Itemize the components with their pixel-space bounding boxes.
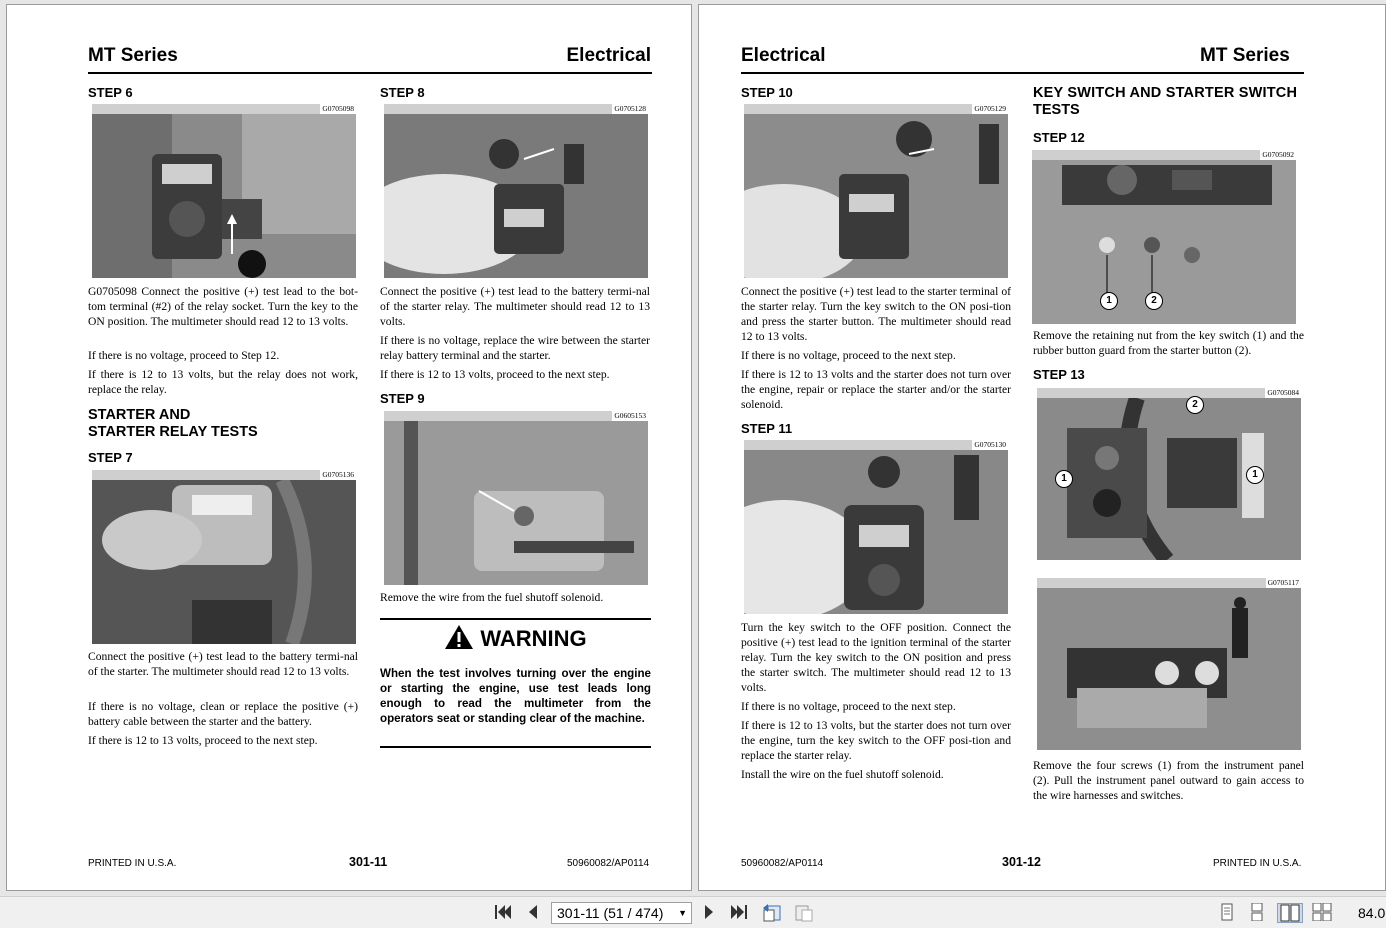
step-10-text-1: Connect the positive (+) test lead to the starter terminal of the starter relay. Turn the key switch to the ON posi-tion and press the starter button. The multimeter should read 12 to 13 volts. bbox=[741, 285, 1011, 343]
step-11-text-3: If there is 12 to 13 volts, but the starter does not turn over the engine, turn the key switch to the OFF posi-tion and replace the starter relay. bbox=[741, 719, 1011, 762]
step-8-photo bbox=[384, 104, 648, 278]
warning-body: When the test involves turning over the engine or starting the engine, use test leads long enough to read the multimeter from the operators seat or standing clear of the machine. bbox=[380, 667, 651, 725]
step-12-text-1: Remove the retaining nut from the key switch (1) and the rubber button guard from the starter button (2). bbox=[1033, 329, 1304, 357]
step-7-text-1: Connect the positive (+) test lead to the battery termi-nal of the starter. The multimeter should read 12 to 13 volts. bbox=[88, 650, 358, 678]
footer-doc-number: 50960082/AP0114 bbox=[741, 858, 824, 869]
step-10-text-2: If there is no voltage, proceed to the next step. bbox=[741, 349, 956, 362]
multimeter-relay-image bbox=[92, 114, 356, 278]
step-8-text-1: Connect the positive (+) test lead to the battery termi-nal of the starter relay. The multimeter should read 12 to 13 volts. bbox=[380, 285, 650, 328]
step-13-photo-a bbox=[1037, 388, 1301, 560]
photo-code: G0705129 bbox=[974, 104, 1006, 113]
step-10-text-3: If there is 12 to 13 volts and the starter does not turn over the engine, repair or replace the starter and/or the starter solenoid. bbox=[741, 368, 1011, 411]
step-13-text-1: Remove the four screws (1) from the instrument panel (2). Pull the instrument panel outward to gain access to the wire harnesses and switches. bbox=[1033, 759, 1304, 802]
continuous-facing-icon bbox=[1312, 907, 1332, 925]
page-number-value: 301-11 (51 / 474) bbox=[557, 905, 664, 921]
step-6-text-3: If there is 12 to 13 volts, but the relay does not work, replace the relay. bbox=[88, 368, 358, 396]
photo-code: G0705128 bbox=[614, 104, 646, 113]
starter-terminal-image bbox=[744, 114, 1008, 278]
header-series: MT Series bbox=[88, 45, 178, 66]
next-page-button[interactable] bbox=[700, 903, 720, 923]
section-title-line-1: STARTER AND bbox=[88, 407, 191, 423]
warning-title bbox=[380, 624, 651, 656]
wire-harness-image bbox=[1037, 588, 1301, 750]
step-12-label: STEP 12 bbox=[1033, 130, 1085, 145]
page-301-11 bbox=[6, 4, 692, 891]
single-page-icon bbox=[1219, 907, 1235, 925]
step-7-text-2: If there is no voltage, clean or replace the positive (+) battery cable between the starter and the battery. bbox=[88, 700, 358, 728]
fuel-shutoff-solenoid-image bbox=[384, 421, 648, 585]
step-6-text-2: If there is no voltage, proceed to Step 12. bbox=[88, 349, 280, 362]
starter-image bbox=[92, 480, 356, 644]
step-11-text-4: Install the wire on the fuel shutoff solenoid. bbox=[741, 768, 944, 781]
warning-box bbox=[380, 618, 651, 748]
continuous-icon bbox=[1249, 907, 1265, 925]
header-series: MT Series bbox=[1200, 45, 1290, 66]
warning-title-text: WARNING bbox=[480, 626, 587, 651]
callout-2: 2 bbox=[1186, 396, 1204, 414]
page-number: 301-11 bbox=[349, 855, 388, 869]
step-11-label: STEP 11 bbox=[741, 421, 793, 436]
step-9-text-1: Remove the wire from the fuel shutoff solenoid. bbox=[380, 591, 604, 604]
step-6-label: STEP 6 bbox=[88, 85, 133, 100]
step-10-photo bbox=[744, 104, 1008, 278]
step-8-text-2: If there is no voltage, replace the wire between the starter relay battery terminal and the starter. bbox=[380, 334, 650, 362]
footer-printed: PRINTED IN U.S.A. bbox=[88, 858, 177, 869]
page-number: 301-12 bbox=[1002, 855, 1041, 869]
previous-view-icon bbox=[761, 909, 783, 927]
header-section: Electrical bbox=[741, 45, 826, 66]
first-page-icon bbox=[493, 907, 513, 925]
next-page-icon bbox=[702, 907, 718, 925]
first-page-button[interactable] bbox=[492, 903, 514, 923]
step-13-label: STEP 13 bbox=[1033, 367, 1085, 382]
facing-view-button[interactable] bbox=[1277, 903, 1303, 923]
step-6-text-1: G0705098 Connect the positive (+) test lead to the bot-tom terminal (#2) of the relay socket. Turn the key to the ON position. The multimeter should read 12 to 13 volts. bbox=[88, 285, 358, 328]
section-title-line-2: STARTER RELAY TESTS bbox=[88, 424, 258, 440]
photo-code: G0705130 bbox=[974, 440, 1006, 449]
chevron-down-icon[interactable]: ▼ bbox=[678, 908, 687, 918]
header-section: Electrical bbox=[566, 45, 651, 66]
section-title-line-1: KEY SWITCH AND STARTER SWITCH bbox=[1033, 85, 1298, 101]
key-switch-panel-image bbox=[1032, 160, 1296, 324]
previous-page-button[interactable] bbox=[522, 903, 542, 923]
photo-code: G0705136 bbox=[322, 470, 354, 479]
starter-relay-image bbox=[384, 114, 648, 278]
zoom-level[interactable]: 84.0 bbox=[1358, 905, 1386, 921]
photo-code: G0705117 bbox=[1267, 578, 1299, 587]
facing-icon bbox=[1280, 908, 1300, 926]
step-9-photo bbox=[384, 411, 648, 585]
step-11-text-2: If there is no voltage, proceed to the next step. bbox=[741, 700, 956, 713]
step-7-text-3: If there is 12 to 13 volts, proceed to the next step. bbox=[88, 734, 318, 747]
page-301-12 bbox=[698, 4, 1386, 891]
last-page-button[interactable] bbox=[728, 903, 750, 923]
step-10-label: STEP 10 bbox=[741, 85, 793, 100]
previous-page-icon bbox=[524, 907, 540, 925]
step-12-photo bbox=[1032, 150, 1296, 324]
step-9-label: STEP 9 bbox=[380, 391, 425, 406]
callout-1: 1 bbox=[1055, 470, 1073, 488]
step-7-photo bbox=[92, 470, 356, 644]
last-page-icon bbox=[729, 907, 749, 925]
step-7-label: STEP 7 bbox=[88, 450, 133, 465]
step-11-photo bbox=[744, 440, 1008, 614]
step-13-photo-b bbox=[1037, 578, 1301, 750]
continuous-view-button[interactable] bbox=[1247, 903, 1267, 923]
warning-triangle-icon bbox=[444, 624, 474, 656]
photo-code: G0705092 bbox=[1262, 150, 1294, 159]
callout-2: 2 bbox=[1145, 292, 1163, 310]
photo-code: G0605153 bbox=[614, 411, 646, 420]
ignition-terminal-image bbox=[744, 450, 1008, 614]
step-8-label: STEP 8 bbox=[380, 85, 425, 100]
photo-code: G0705098 bbox=[322, 104, 354, 113]
step-8-text-3: If there is 12 to 13 volts, proceed to the next step. bbox=[380, 368, 610, 381]
section-title-line-2: TESTS bbox=[1033, 102, 1080, 118]
header-rule bbox=[741, 72, 1304, 74]
page-number-field[interactable] bbox=[551, 902, 692, 924]
step-6-photo bbox=[92, 104, 356, 278]
previous-view-button[interactable] bbox=[760, 903, 784, 923]
navigation-toolbar bbox=[0, 896, 1386, 928]
continuous-facing-view-button[interactable] bbox=[1311, 903, 1333, 923]
photo-code: G0705084 bbox=[1267, 388, 1299, 397]
callout-1: 1 bbox=[1100, 292, 1118, 310]
footer-doc-number: 50960082/AP0114 bbox=[567, 858, 650, 869]
next-view-button[interactable] bbox=[792, 903, 816, 923]
next-view-icon bbox=[793, 909, 815, 927]
step-11-text-1: Turn the key switch to the OFF position. Connect the positive (+) test lead to the ignition terminal of the starter relay. Turn the key switch to the ON position and press the starter switch. The multimeter should read 12 to 13 volts. bbox=[741, 621, 1011, 694]
callout-1: 1 bbox=[1246, 466, 1264, 484]
footer-printed: PRINTED IN U.S.A. bbox=[1213, 858, 1302, 869]
single-page-view-button[interactable] bbox=[1217, 903, 1237, 923]
header-rule bbox=[88, 72, 652, 74]
